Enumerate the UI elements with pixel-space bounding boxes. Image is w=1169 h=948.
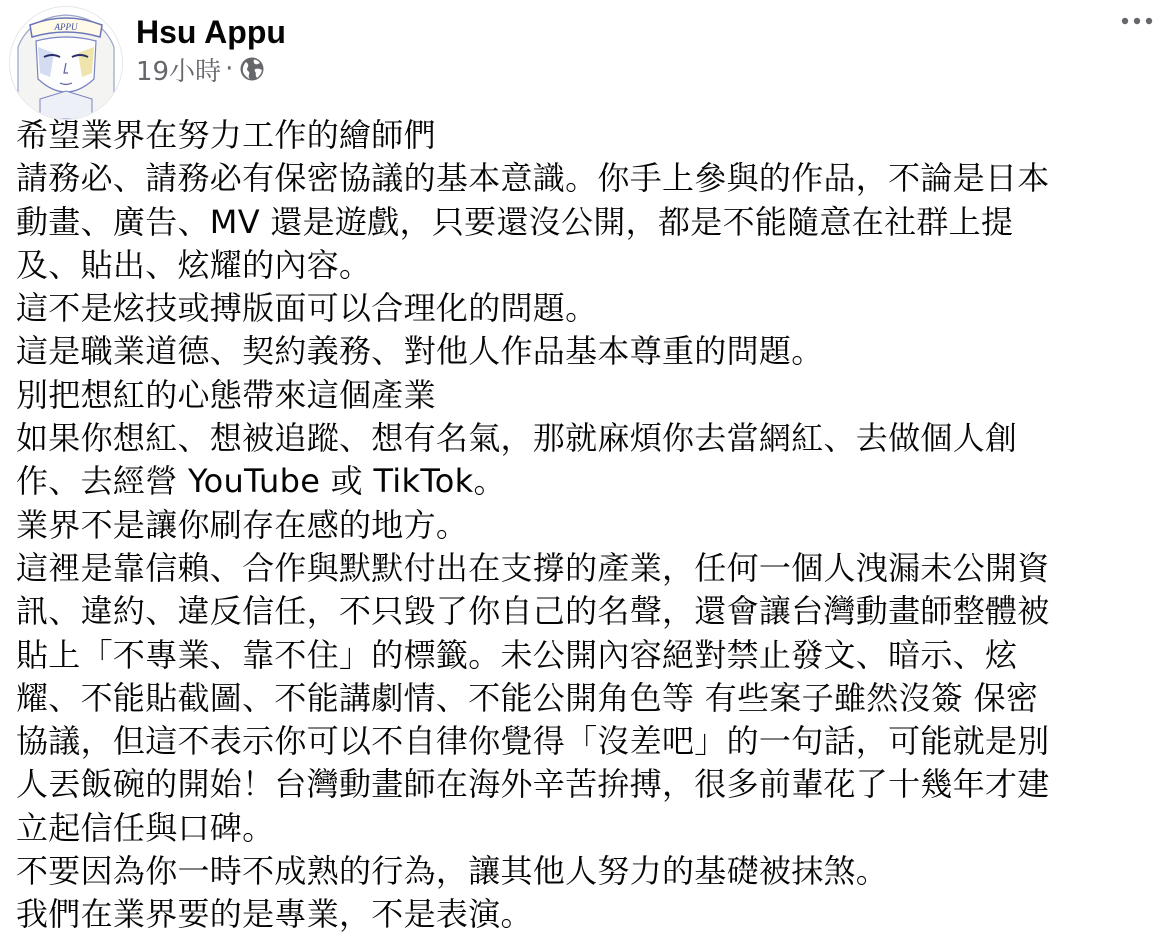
post-text-line: 及、貼出、炫耀的內容。	[16, 245, 372, 284]
post-text-line: 如果你想紅、想被追蹤、想有名氣，那就麻煩你去當網紅、去做個人創	[16, 419, 1018, 458]
post-text-line: 協議，但這不表示你可以不自律你覺得「沒差吧」的一句話，可能就是別	[16, 722, 1050, 761]
post-text-line: 人丟飯碗的開始！台灣動畫師在海外辛苦拚搏，很多前輩花了十幾年才建	[16, 765, 1050, 804]
post-text-line: 請務必、請務必有保密協議的基本意識。你手上參與的作品，不論是日本	[16, 159, 1050, 198]
avatar[interactable]	[9, 6, 123, 120]
avatar-headband-text: APPU	[54, 22, 78, 32]
post-text-line: 立起信任與口碑。	[16, 808, 275, 847]
post-text-line: 這裡是靠信賴、合作與默默付出在支撐的產業，任何一個人洩漏未公開資	[16, 548, 1050, 587]
globe-icon[interactable]	[239, 56, 265, 82]
post-text-line: 訊、違約、違反信任，不只毀了你自己的名聲，還會讓台灣動畫師整體被	[16, 592, 1050, 631]
post-text-line: 這是職業道德、契約義務、對他人作品基本尊重的問題。	[16, 332, 824, 371]
post-text-line: 業界不是讓你刷存在感的地方。	[16, 505, 469, 544]
post-timestamp[interactable]: 19小時	[136, 56, 222, 87]
post-text-line: 作、去經營 YouTube 或 TikTok。	[16, 462, 506, 501]
post-text-line: 耀、不能貼截圖、不能講劇情、不能公開角色等 有些案子雖然沒簽 保密	[16, 678, 1039, 717]
post-text	[16, 114, 1161, 937]
post-text-line: 希望業界在努力工作的繪師們	[16, 116, 436, 154]
post-text-line: 不要因為你一時不成熟的行為，讓其他人努力的基礎被抹煞。	[16, 852, 889, 891]
post-text-line: 別把想紅的心態帶來這個產業	[16, 375, 436, 414]
post-text-line: 我們在業界要的是專業，不是表演。	[16, 895, 533, 934]
author-name[interactable]: Hsu Appu	[136, 14, 286, 50]
post-text-line: 這不是炫技或搏版面可以合理化的問題。	[16, 289, 598, 328]
avatar-illustration	[10, 7, 122, 119]
post-text-line: 貼上「不專業、靠不住」的標籤。未公開內容絕對禁止發文、暗示、炫	[16, 635, 1018, 674]
post-meta	[136, 53, 265, 85]
more-options-icon[interactable]	[1117, 12, 1157, 32]
meta-separator: ·	[225, 54, 234, 84]
post-text-line: 動畫、廣告、MV 還是遊戲，只要還沒公開，都是不能隨意在社群上提	[16, 202, 1014, 241]
